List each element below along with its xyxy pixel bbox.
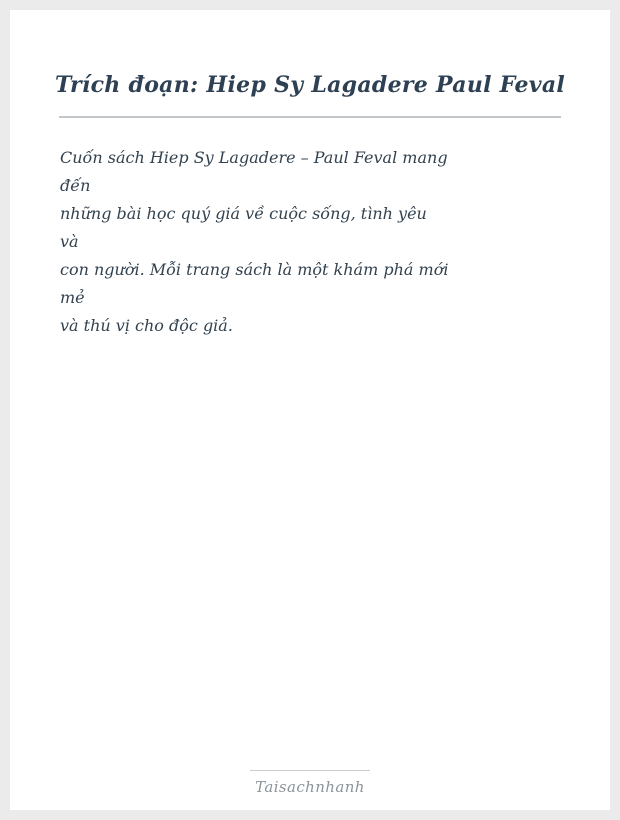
excerpt-line: và thú vị cho độc giả. — [60, 316, 233, 335]
excerpt-line: mẻ — [60, 288, 85, 307]
excerpt-line: những bài học quý giá về cuộc sống, tình yêu — [60, 204, 427, 223]
excerpt-line: đến — [60, 176, 91, 195]
footer-brand: Taisachnhanh — [255, 778, 365, 796]
page-footer — [10, 770, 610, 796]
excerpt-line: và — [60, 232, 79, 251]
excerpt-text — [10, 144, 610, 340]
page-title: Trích đoạn: Hiep Sy Lagadere Paul Feval — [54, 72, 566, 98]
document-page — [10, 10, 610, 810]
footer-divider — [250, 770, 370, 771]
excerpt-line: Cuốn sách Hiep Sy Lagadere – Paul Feval mang — [60, 148, 448, 167]
title-divider — [59, 116, 561, 118]
excerpt-line: con người. Mỗi trang sách là một khám phá mới — [60, 260, 449, 279]
